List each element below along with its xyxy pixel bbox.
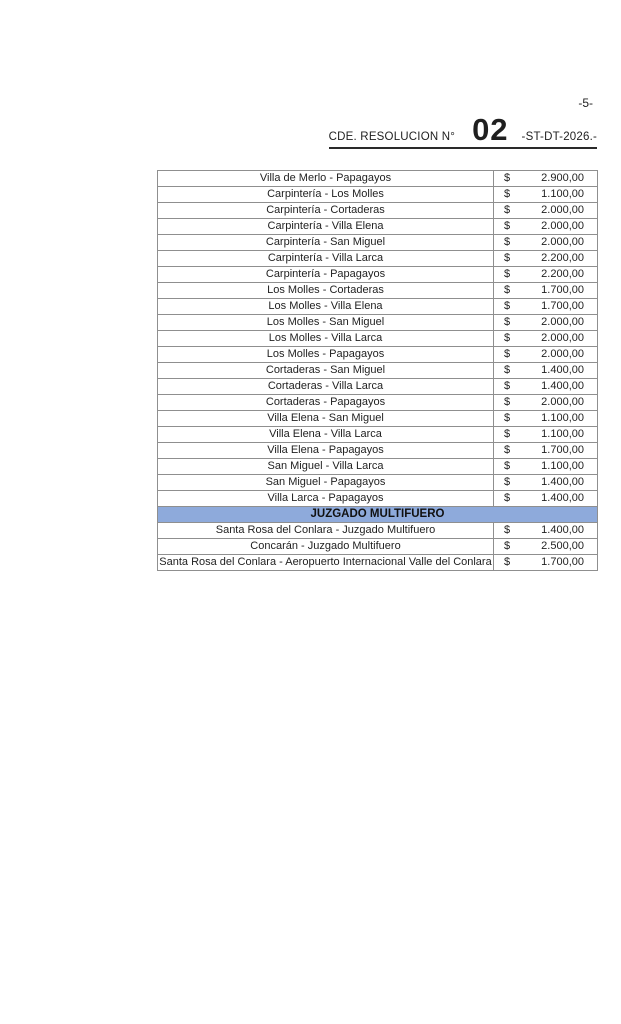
route-cell: Villa Elena - Papagayos: [158, 443, 494, 459]
price-cell: [494, 203, 598, 219]
currency-symbol: $: [504, 316, 511, 328]
price-cell: [494, 459, 598, 475]
fares-table: [157, 170, 598, 571]
route-cell: Los Molles - San Miguel: [158, 315, 494, 331]
table-row: [158, 443, 598, 459]
route-cell: Concarán - Juzgado Multifuero: [158, 539, 494, 555]
price-value: 2.000,00: [541, 348, 584, 360]
section-header-row: [158, 507, 598, 523]
price-cell: [494, 171, 598, 187]
page-number: -5-: [578, 96, 593, 110]
table-row: [158, 331, 598, 347]
table-row: [158, 251, 598, 267]
price-value: 1.400,00: [541, 380, 584, 392]
route-cell: Villa Elena - San Miguel: [158, 411, 494, 427]
price-value: 2.200,00: [541, 268, 584, 280]
route-cell: Cortaderas - San Miguel: [158, 363, 494, 379]
price-value: 2.200,00: [541, 252, 584, 264]
price-cell: [494, 427, 598, 443]
route-cell: Carpintería - Villa Elena: [158, 219, 494, 235]
table-row: [158, 267, 598, 283]
route-cell: San Miguel - Villa Larca: [158, 459, 494, 475]
table-row: [158, 459, 598, 475]
table-row: [158, 475, 598, 491]
price-value: 2.500,00: [541, 540, 584, 552]
price-cell: [494, 379, 598, 395]
price-cell: [494, 299, 598, 315]
price-cell: [494, 187, 598, 203]
currency-symbol: $: [504, 236, 511, 248]
price-cell: [494, 523, 598, 539]
price-value: 1.700,00: [541, 284, 584, 296]
resolution-number: 02: [472, 112, 509, 147]
price-cell: [494, 363, 598, 379]
currency-symbol: $: [504, 268, 511, 280]
route-cell: Villa de Merlo - Papagayos: [158, 171, 494, 187]
price-value: 1.400,00: [541, 524, 584, 536]
price-value: 1.400,00: [541, 476, 584, 488]
route-cell: Santa Rosa del Conlara - Aeropuerto Internacional Valle del Conlara: [158, 555, 494, 571]
route-cell: Carpintería - Cortaderas: [158, 203, 494, 219]
route-cell: Santa Rosa del Conlara - Juzgado Multifuero: [158, 523, 494, 539]
price-cell: [494, 491, 598, 507]
currency-symbol: $: [504, 460, 511, 472]
currency-symbol: $: [504, 412, 511, 424]
price-cell: [494, 555, 598, 571]
table-row: [158, 283, 598, 299]
route-cell: Los Molles - Villa Elena: [158, 299, 494, 315]
route-cell: Carpintería - San Miguel: [158, 235, 494, 251]
currency-symbol: $: [504, 204, 511, 216]
route-cell: Villa Elena - Villa Larca: [158, 427, 494, 443]
price-cell: [494, 251, 598, 267]
price-value: 2.000,00: [541, 332, 584, 344]
table-row: [158, 235, 598, 251]
price-value: 2.000,00: [541, 396, 584, 408]
price-value: 2.900,00: [541, 172, 584, 184]
route-cell: San Miguel - Papagayos: [158, 475, 494, 491]
price-cell: [494, 475, 598, 491]
route-cell: Carpintería - Los Molles: [158, 187, 494, 203]
price-cell: [494, 283, 598, 299]
currency-symbol: $: [504, 284, 511, 296]
table-row: [158, 187, 598, 203]
price-value: 2.000,00: [541, 220, 584, 232]
currency-symbol: $: [504, 252, 511, 264]
currency-symbol: $: [504, 556, 511, 568]
price-value: 2.000,00: [541, 236, 584, 248]
price-value: 1.400,00: [541, 364, 584, 376]
table-row: [158, 299, 598, 315]
currency-symbol: $: [504, 492, 511, 504]
price-cell: [494, 539, 598, 555]
currency-symbol: $: [504, 540, 511, 552]
resolution-prefix: CDE. RESOLUCION N°: [328, 131, 456, 143]
route-cell: Carpintería - Villa Larca: [158, 251, 494, 267]
currency-symbol: $: [504, 396, 511, 408]
route-cell: Cortaderas - Villa Larca: [158, 379, 494, 395]
table-row: [158, 363, 598, 379]
price-value: 1.100,00: [541, 412, 584, 424]
price-value: 2.000,00: [541, 204, 584, 216]
table-row: [158, 347, 598, 363]
table-row: [158, 395, 598, 411]
currency-symbol: $: [504, 348, 511, 360]
price-value: 1.700,00: [541, 556, 584, 568]
currency-symbol: $: [504, 220, 511, 232]
price-cell: [494, 347, 598, 363]
fares-table-body: [158, 171, 598, 571]
currency-symbol: $: [504, 476, 511, 488]
price-cell: [494, 443, 598, 459]
document-header: [328, 112, 597, 149]
price-value: 1.400,00: [541, 492, 584, 504]
currency-symbol: $: [504, 188, 511, 200]
table-row: [158, 203, 598, 219]
table-row: [158, 315, 598, 331]
table-row: [158, 523, 598, 539]
price-cell: [494, 411, 598, 427]
table-row: [158, 491, 598, 507]
currency-symbol: $: [504, 364, 511, 376]
currency-symbol: $: [504, 380, 511, 392]
table-row: [158, 555, 598, 571]
currency-symbol: $: [504, 332, 511, 344]
route-cell: Villa Larca - Papagayos: [158, 491, 494, 507]
table-row: [158, 427, 598, 443]
currency-symbol: $: [504, 300, 511, 312]
price-cell: [494, 331, 598, 347]
currency-symbol: $: [504, 444, 511, 456]
price-cell: [494, 219, 598, 235]
price-cell: [494, 267, 598, 283]
table-row: [158, 379, 598, 395]
currency-symbol: $: [504, 428, 511, 440]
price-value: 1.700,00: [541, 444, 584, 456]
price-value: 1.700,00: [541, 300, 584, 312]
route-cell: Carpintería - Papagayos: [158, 267, 494, 283]
price-cell: [494, 235, 598, 251]
route-cell: Cortaderas - Papagayos: [158, 395, 494, 411]
route-cell: Los Molles - Papagayos: [158, 347, 494, 363]
price-value: 1.100,00: [541, 188, 584, 200]
price-value: 2.000,00: [541, 316, 584, 328]
route-cell: Los Molles - Villa Larca: [158, 331, 494, 347]
section-header-cell: JUZGADO MULTIFUERO: [158, 507, 598, 523]
route-cell: Los Molles - Cortaderas: [158, 283, 494, 299]
table-row: [158, 539, 598, 555]
resolution-suffix: -ST-DT-2026.-: [521, 131, 597, 143]
price-value: 1.100,00: [541, 460, 584, 472]
table-row: [158, 171, 598, 187]
table-row: [158, 411, 598, 427]
price-cell: [494, 315, 598, 331]
currency-symbol: $: [504, 172, 511, 184]
price-cell: [494, 395, 598, 411]
price-value: 1.100,00: [541, 428, 584, 440]
currency-symbol: $: [504, 524, 511, 536]
table-row: [158, 219, 598, 235]
